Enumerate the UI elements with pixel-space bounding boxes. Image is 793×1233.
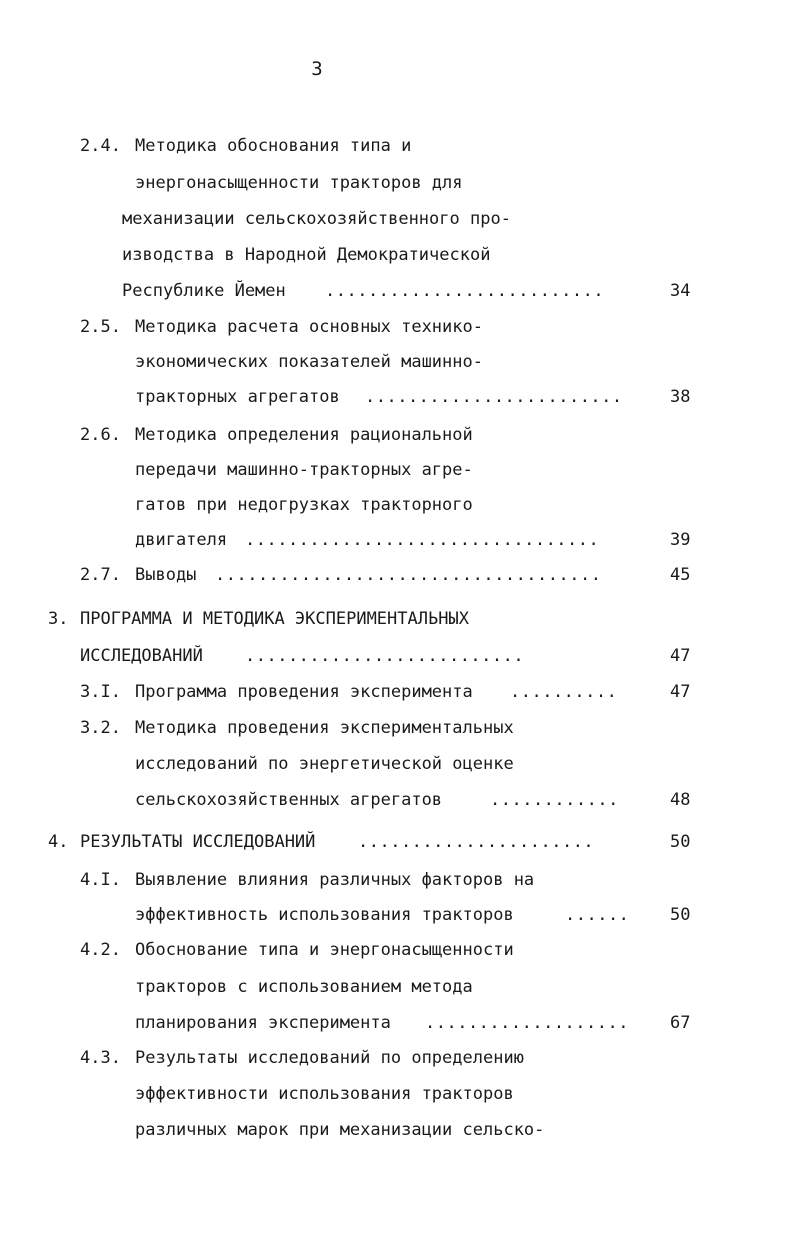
toc-leader-dots: .......................... <box>325 281 605 301</box>
toc-page-number: 39 <box>670 530 691 550</box>
toc-number: 2.6. <box>80 425 121 445</box>
toc-text: исследований по энергетической оценке <box>135 754 514 774</box>
toc-number: 3.I. <box>80 682 121 702</box>
toc-text: передачи машинно-тракторных агре- <box>135 460 473 480</box>
toc-text: двигателя <box>135 530 228 550</box>
toc-text: Обоснование типа и энергонасыщенности <box>135 940 514 960</box>
toc-text: Выявление влияния различных факторов на <box>135 870 535 890</box>
toc-leader-dots: ...................... <box>358 832 595 852</box>
toc-text: Выводы <box>135 565 197 585</box>
toc-text: изводства в Народной Демократической <box>122 245 491 265</box>
toc-leader-dots: ............ <box>490 790 619 810</box>
toc-text: гатов при недогрузках тракторного <box>135 495 473 515</box>
toc-text: Результаты исследований по определению <box>135 1048 524 1068</box>
toc-leader-dots: ................................. <box>245 530 600 550</box>
toc-leader-dots: ................... <box>425 1013 629 1033</box>
toc-number: 4.2. <box>80 940 121 960</box>
toc-text: Методика определения рациональной <box>135 425 473 445</box>
toc-text: планирования эксперимента <box>135 1013 391 1033</box>
toc-number: 3.2. <box>80 718 121 738</box>
toc-text: ИССЛЕДОВАНИЙ <box>80 646 203 666</box>
toc-page-number: 67 <box>670 1013 691 1033</box>
toc-text: сельскохозяйственных агрегатов <box>135 790 443 810</box>
toc-number: 2.7. <box>80 565 121 585</box>
toc-number: 3. <box>48 609 69 629</box>
toc-text: тракторов с использованием метода <box>135 977 473 997</box>
toc-text: Методика обоснования типа и <box>135 136 412 156</box>
toc-page-number: 50 <box>670 905 691 925</box>
toc-page-number: 38 <box>670 387 691 407</box>
page-number: 3 <box>311 58 323 80</box>
toc-page-number: 45 <box>670 565 691 585</box>
toc-text: ПРОГРАММА И МЕТОДИКА ЭКСПЕРИМЕНТАЛЬНЫХ <box>80 609 469 629</box>
toc-text: различных марок при механизации сельско- <box>135 1120 545 1140</box>
toc-text: эффективности использования тракторов <box>135 1084 514 1104</box>
toc-page-number: 50 <box>670 832 691 852</box>
toc-text: экономических показателей машинно- <box>135 352 483 372</box>
toc-number: 2.5. <box>80 317 121 337</box>
toc-leader-dots: ........................ <box>365 387 623 407</box>
toc-text: тракторных агрегатов <box>135 387 340 407</box>
toc-text: механизации сельскохозяйственного про- <box>122 209 511 229</box>
toc-number: 4.I. <box>80 870 121 890</box>
toc-page-number: 34 <box>670 281 691 301</box>
toc-leader-dots: .......................... <box>245 646 525 666</box>
toc-page-number: 48 <box>670 790 691 810</box>
toc-text: Республике Йемен <box>122 281 286 301</box>
toc-number: 4.3. <box>80 1048 121 1068</box>
toc-page-number: 47 <box>670 646 691 666</box>
toc-leader-dots: .......... <box>510 682 618 702</box>
toc-text: энергонасыщенности тракторов для <box>135 173 463 193</box>
toc-page-number: 47 <box>670 682 691 702</box>
toc-text: РЕЗУЛЬТАТЫ ИССЛЕДОВАНИЙ <box>80 832 316 852</box>
toc-leader-dots: ...... <box>565 905 630 925</box>
toc-number: 4. <box>48 832 69 852</box>
toc-text: Методика проведения экспериментальных <box>135 718 514 738</box>
toc-text: Программа проведения эксперимента <box>135 682 473 702</box>
toc-text: Методика расчета основных технико- <box>135 317 483 337</box>
toc-leader-dots: .................................... <box>215 565 602 585</box>
toc-text: эффективность использования тракторов <box>135 905 514 925</box>
toc-number: 2.4. <box>80 136 121 156</box>
